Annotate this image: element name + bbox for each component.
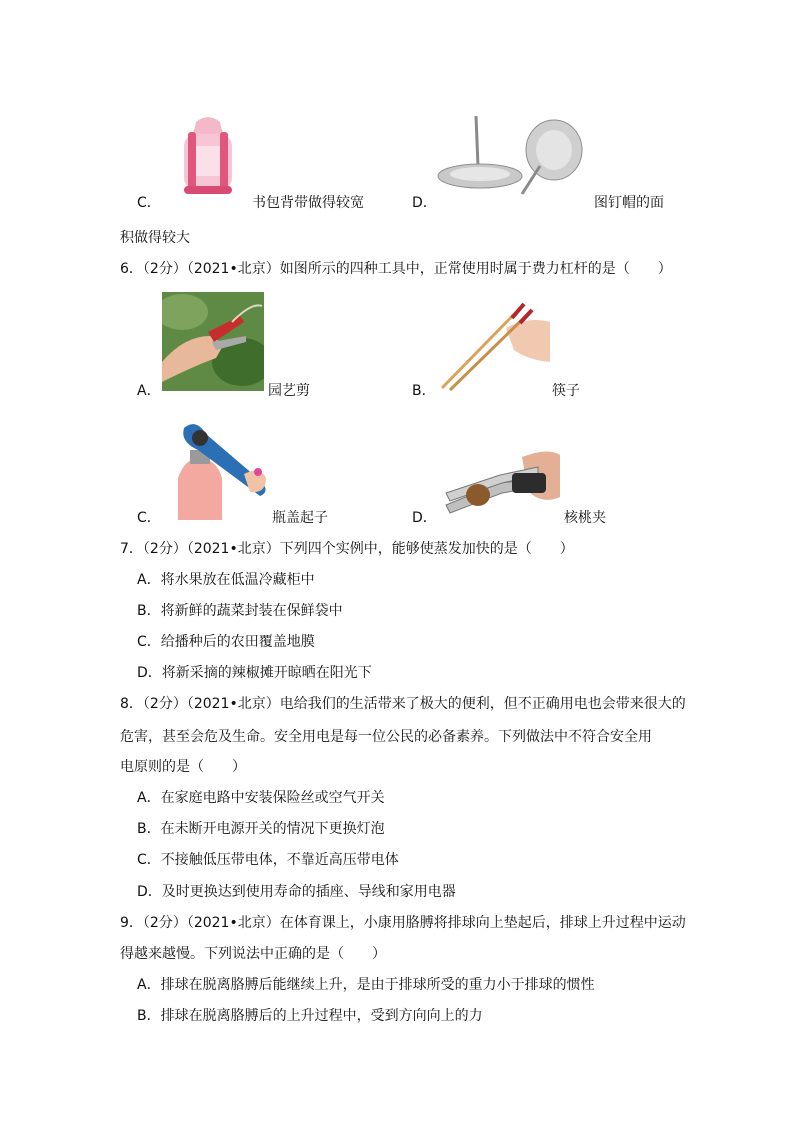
thumbtack-image — [436, 104, 590, 202]
q8-stem-line-2: 危害，甚至会危及生命。安全用电是每一位公民的必备素养。下列做法中不符合安全用 — [120, 729, 652, 745]
q7-option-d: D．将新采摘的辣椒摊开晾晒在阳光下 — [137, 665, 372, 681]
q6-option-c-text: 瓶盖起子 — [272, 510, 328, 526]
q7-option-c: C．给播种后的农田覆盖地膜 — [137, 634, 315, 650]
q6-option-a-text: 园艺剪 — [268, 383, 310, 399]
bottle-opener-image — [166, 420, 270, 520]
q5-option-d-text-cont: 积做得较大 — [120, 230, 190, 246]
nutcracker-image — [442, 447, 560, 517]
q7-option-a: A．将水果放在低温冷藏柜中 — [137, 572, 315, 588]
q5-option-c-letter: C． — [137, 195, 161, 211]
q8-option-c: C．不接触低压带电体，不靠近高压带电体 — [137, 852, 399, 868]
q5-option-d-letter: D． — [412, 195, 437, 211]
q6-option-a-letter: A． — [137, 383, 161, 399]
q9-option-a: A．排球在脱离胳膊后能继续上升，是由于排球所受的重力小于排球的惯性 — [137, 977, 595, 993]
q6-option-c-letter: C． — [137, 510, 161, 526]
q9-option-b: B．排球在脱离胳膊后的上升过程中，受到方向向上的力 — [137, 1008, 483, 1024]
q9-stem-line-2: 得越来越慢。下列说法中正确的是（ ） — [120, 946, 386, 962]
chopsticks-image — [436, 298, 550, 392]
q6-option-b-text: 筷子 — [552, 383, 580, 399]
q5-option-c-text: 书包背带做得较宽 — [252, 195, 364, 211]
backpack-image — [168, 112, 248, 200]
q5-option-d-text: 图钉帽的面 — [594, 195, 664, 211]
q6-option-d-letter: D． — [412, 510, 437, 526]
q8-option-b: B．在未断开电源开关的情况下更换灯泡 — [137, 821, 385, 837]
q6-option-d-text: 核桃夹 — [564, 510, 606, 526]
q8-stem-line-3: 电原则的是（ ） — [120, 759, 246, 775]
garden-shears-image — [162, 292, 264, 391]
q6-option-b-letter: B． — [412, 383, 436, 399]
q9-stem-line-1: 9．（2分）（2021•北京）在体育课上，小康用胳膊将排球向上垫起后，排球上升过程中运动 — [120, 915, 686, 931]
q6-stem: 6．（2分）（2021•北京）如图所示的四种工具中，正常使用时属于费力杠杆的是（ ） — [120, 261, 672, 277]
q7-option-b: B．将新鲜的蔬菜封装在保鲜袋中 — [137, 603, 343, 619]
q7-stem: 7．（2分）（2021•北京）下列四个实例中，能够使蒸发加快的是（ ） — [120, 541, 574, 557]
q8-option-d: D．及时更换达到使用寿命的插座、导线和家用电器 — [137, 884, 456, 900]
q8-stem-line-1: 8．（2分）（2021•北京）电给我们的生活带来了极大的便利，但不正确用电也会带来很大的 — [120, 696, 686, 712]
q8-option-a: A．在家庭电路中安装保险丝或空气开关 — [137, 790, 385, 806]
